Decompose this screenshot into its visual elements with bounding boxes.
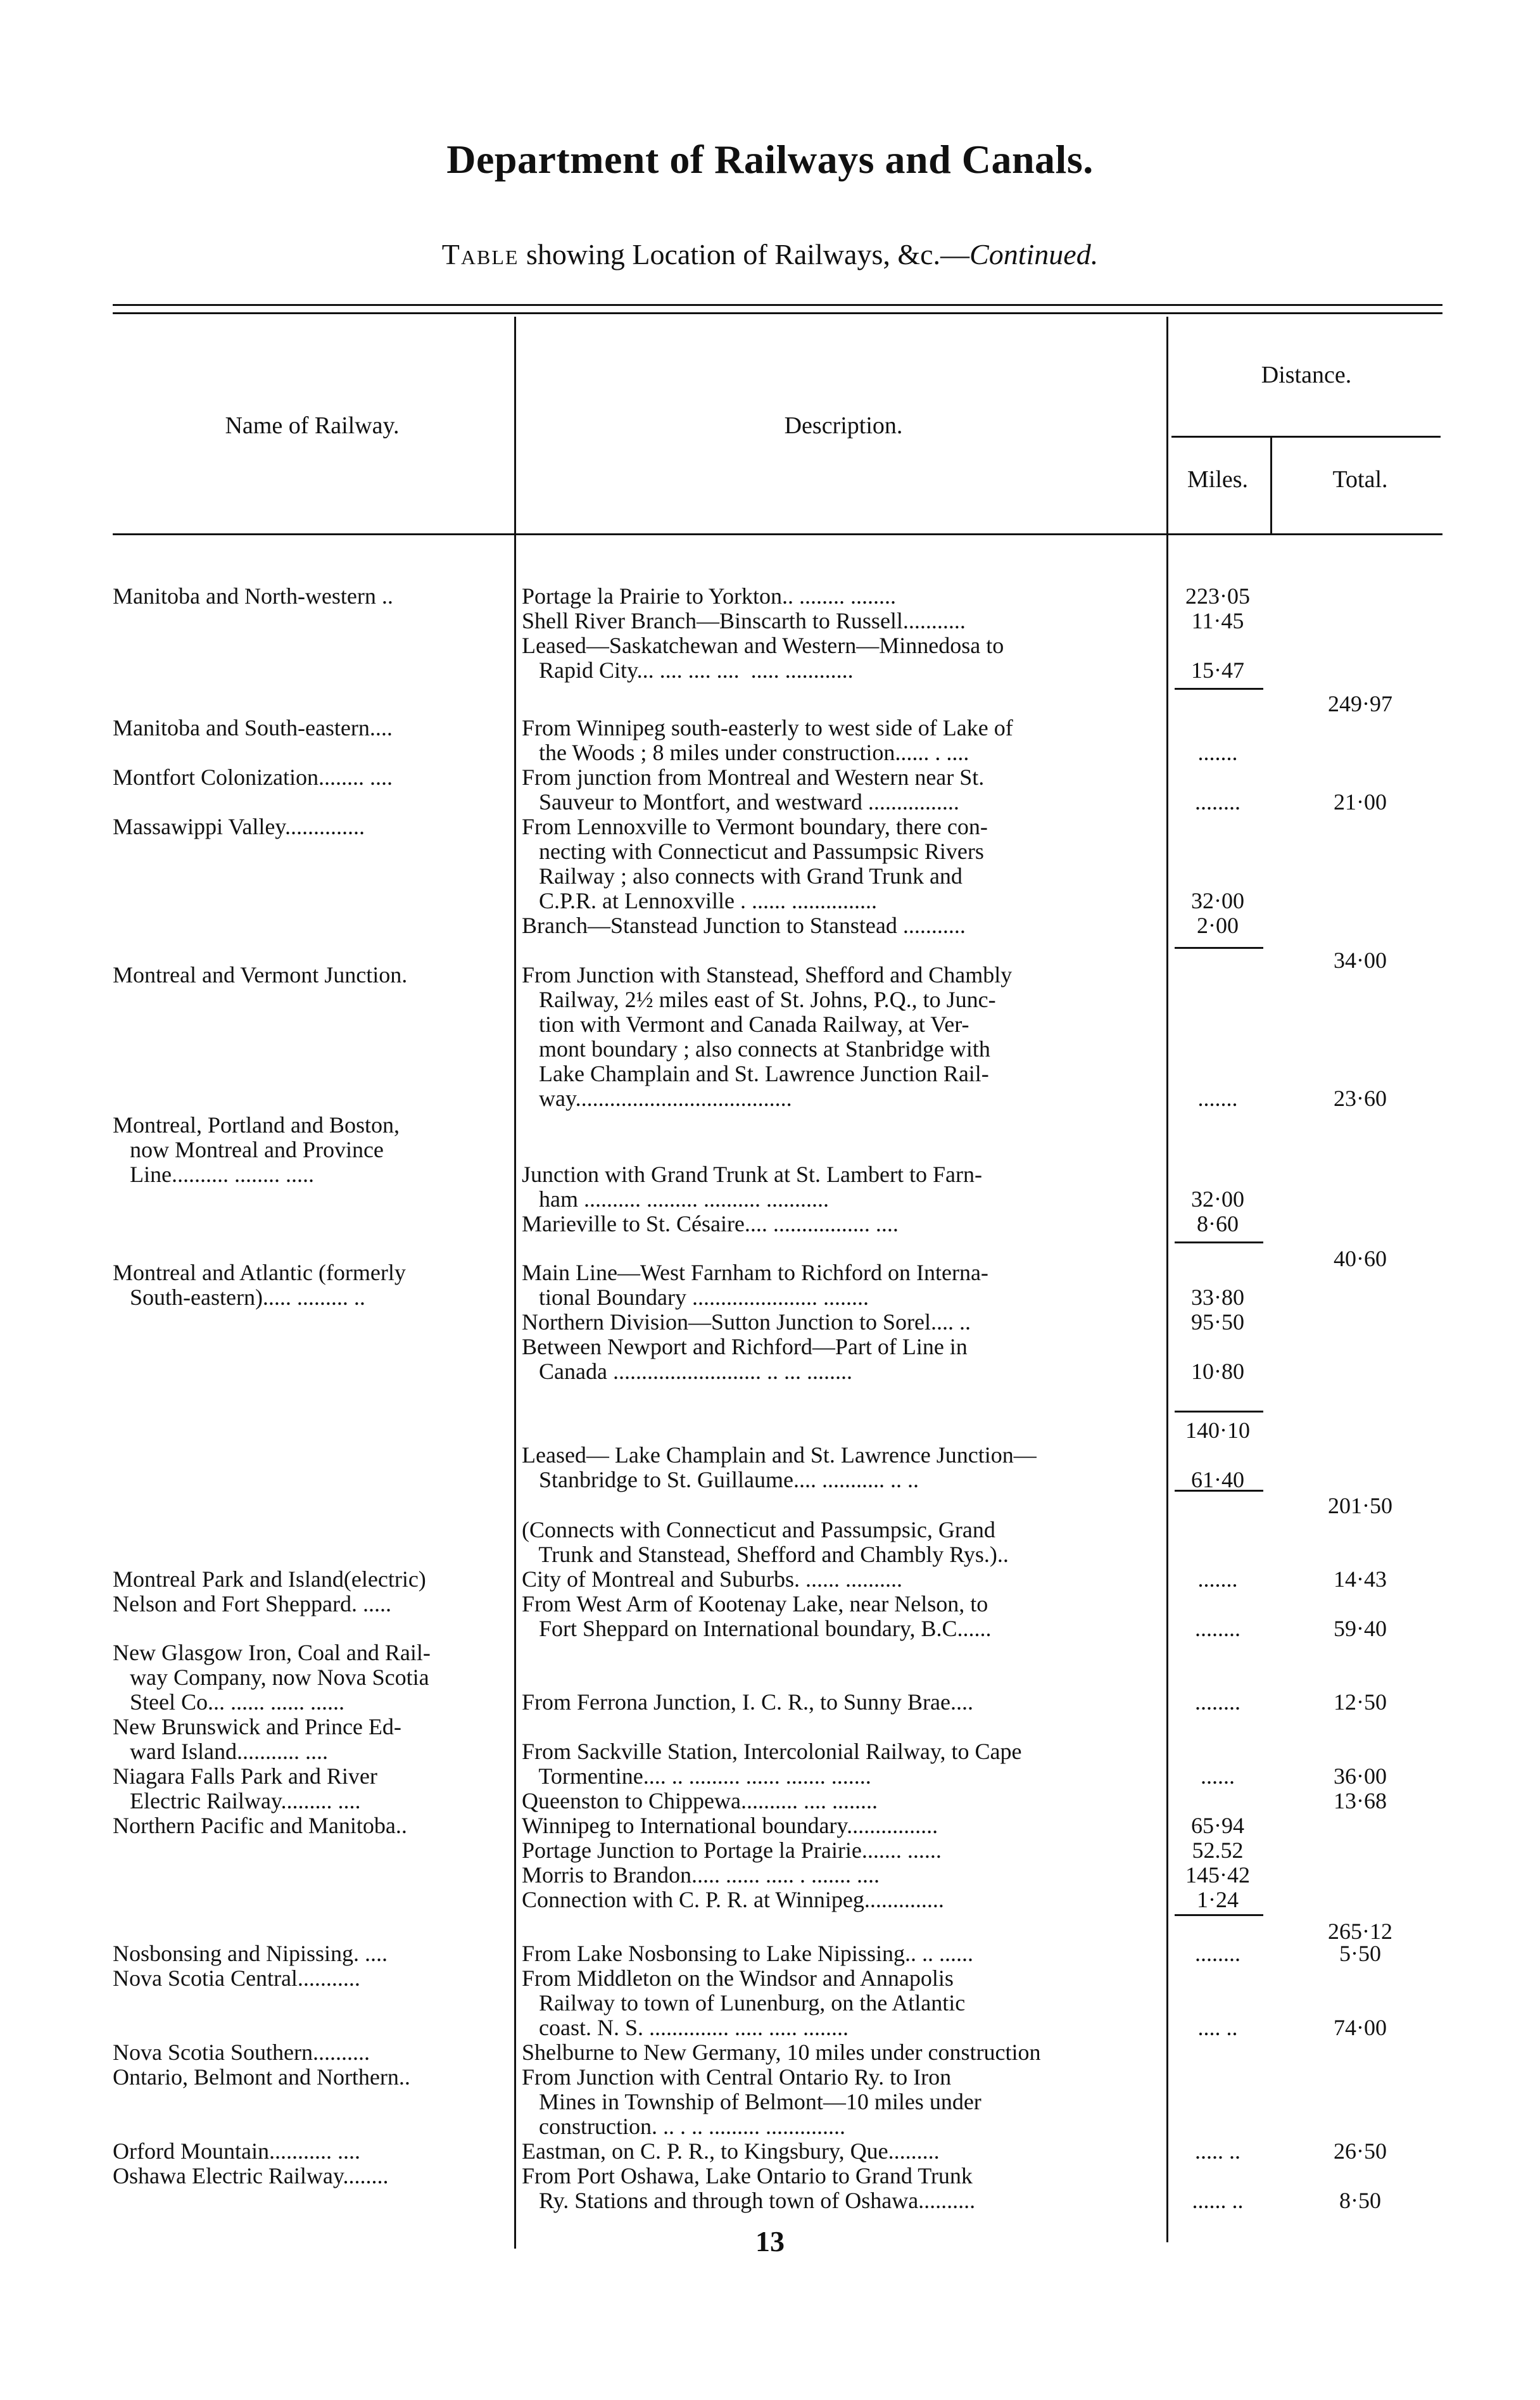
railway-description: Main Line—West Farnham to Richford on Interna- tional Boundary ...................... ........ Northern Division—Sutton Junction to Sorel.... .. Between Newport and Richford—Part of Line in Canada .......................... .. ... ........ [522, 1260, 988, 1384]
railway-miles: 223·05 11·45 15·47 [1185, 583, 1250, 683]
railway-miles: 140·10 [1185, 1418, 1250, 1443]
railway-total: 21·00 [1334, 789, 1387, 815]
column-header-total: Total. [1332, 466, 1388, 493]
column-divider-desc-miles [1166, 317, 1168, 2242]
distance-rule [1171, 436, 1441, 438]
railway-name: Niagara Falls Park and River Electric Railway......... .... Northern Pacific and Manitoba.. [113, 1763, 407, 1838]
railway-name: Montreal Park and Island(electric) Nelson and Fort Sheppard. ..... [113, 1566, 426, 1616]
railway-miles: 32·00 2·00 [1191, 888, 1244, 938]
railway-total: 23·60 [1334, 1086, 1387, 1111]
railway-total: 201·50 [1328, 1493, 1392, 1518]
railway-name: Montreal, Portland and Boston, now Montreal and Province Line.......... ........ ..... [113, 1112, 400, 1187]
railway-description: Tormentine.... .. ......... ...... ....... ....... Queenston to Chippewa.......... .... ........ Winnipeg to International boundary................ Portage Junction to Portage la Prairie....... ...... Morris to Brandon..... ...... ..... . ....... .... Connection with C. P. R. at Winnipeg.............. [522, 1763, 944, 1912]
railway-total: 14·43 59·40 [1334, 1566, 1387, 1641]
railway-name: Orford Mountain........... .... Oshawa Electric Railway........ [113, 2138, 389, 2188]
railway-name: Nosbonsing and Nipissing. .... Nova Scotia Central........... [113, 1941, 388, 1991]
railway-name: Montreal and Atlantic (formerly South-eastern)..... ......... .. [113, 1260, 406, 1310]
railway-miles: ....... [1197, 740, 1238, 765]
subtitle-text: showing Location of Railways, &c.— [519, 238, 970, 270]
railway-name: Nova Scotia Southern.......... Ontario, Belmont and Northern.. [113, 2040, 410, 2090]
column-header-distance: Distance. [1261, 362, 1352, 388]
railway-total: 36·00 13·68 [1334, 1763, 1387, 1813]
railway-description: From Lennoxville to Vermont boundary, there con- necting with Connecticut and Passumpsic Rivers Railway ; also connects with Grand Trunk and C.P.R. at Lennoxville . ...... ............... Branch—Stanstead Junction to Stanstead ........... [522, 814, 988, 938]
railway-description: From Ferrona Junction, I. C. R., to Sunny Brae.... [522, 1689, 973, 1715]
column-header-miles: Miles. [1187, 466, 1249, 493]
railway-description: From Junction with Stanstead, Shefford and Chambly Railway, 2½ miles east of St. Johns, P.Q., to Junc- tion with Vermont and Canada Railway, at Ver- mont boundary ; also connects at Stanbridge with Lake Champlain and St. Lawrence Junction Rail- way...................................... [522, 962, 1013, 1111]
railway-miles: 32·00 8·60 [1191, 1186, 1244, 1236]
subtotal-rule [1175, 947, 1263, 949]
railway-name: Massawippi Valley.............. [113, 814, 365, 839]
page-number: 13 [755, 2225, 785, 2257]
railway-description: Junction with Grand Trunk at St. Lambert to Farn- ham .......... ......... .......... ........... Marieville to St. Césaire.... ................. .... [522, 1162, 982, 1236]
railway-miles: ........ .... .. ..... .. ...... .. [1192, 1941, 1244, 2213]
subtotal-rule [1175, 688, 1263, 690]
railway-miles: ........ [1195, 789, 1240, 815]
railway-total: 249·97 [1328, 691, 1392, 716]
header-bottom-rule [113, 533, 1442, 535]
railway-name: New Glasgow Iron, Coal and Rail- way Company, now Nova Scotia Steel Co... ...... ...... ...... [113, 1640, 431, 1715]
railway-name: Montreal and Vermont Junction. [113, 962, 408, 987]
railway-description: From Winnipeg south-easterly to west side of Lake of the Woods ; 8 miles under construction...... . .... [522, 715, 1013, 765]
subtotal-rule [1175, 1411, 1263, 1413]
railway-name: Manitoba and North-western .. [113, 583, 393, 609]
railway-description: From junction from Montreal and Western near St. Sauveur to Montfort, and westward ................ [522, 765, 985, 815]
railway-total: 265·12 [1328, 1919, 1392, 1944]
table-top-rule [113, 304, 1442, 306]
railway-miles: ....... ........ [1195, 1566, 1240, 1641]
column-header-description: Description. [784, 412, 903, 439]
railway-description: From Lake Nosbonsing to Lake Nipissing.. .. ...... From Middleton on the Windsor and Annapolis Railway to town of Lunenburg, on the Atlantic coast. N. S. .............. ..... ..... ........ Shelburne to New Germany, 10 miles under construction From Junction with Central Ontario Ry. to Iron Mines in Township of Belmont—10 miles under construction. .. . .. ......... .............. Eastman, on C. P. R., to Kingsbury, Que......... From Port Oshawa, Lake Ontario to Grand Trunk Ry. Stations and through town of Oshawa.......... [522, 1941, 1041, 2213]
column-divider-miles-total [1270, 437, 1272, 535]
railway-description: (Connects with Connecticut and Passumpsic, Grand Trunk and Stanstead, Shefford and Chambly Rys.).. [522, 1517, 1009, 1567]
railway-total: 40·60 [1334, 1246, 1387, 1271]
railway-miles: ....... [1197, 1086, 1238, 1111]
subtitle-continued: Continued. [969, 238, 1099, 270]
column-divider-name-desc [514, 317, 516, 2249]
table-top-rule-inner [113, 312, 1442, 314]
railway-description: City of Montreal and Suburbs. ...... .......... From West Arm of Kootenay Lake, near Nelson, to Fort Sheppard on International boundary, B.C...... [522, 1566, 992, 1641]
page-title: Department of Railways and Canals. [446, 137, 1094, 182]
railway-total: 34·00 [1334, 948, 1387, 973]
column-header-name: Name of Railway. [225, 412, 400, 439]
railway-name: Manitoba and South-eastern.... [113, 715, 393, 740]
railway-description: From Sackville Station, Intercolonial Railway, to Cape [522, 1739, 1022, 1764]
railway-name: Montfort Colonization........ .... [113, 765, 393, 790]
railway-total: 5·50 74·00 26·50 8·50 [1334, 1941, 1387, 2213]
railway-miles: ...... 65·94 52.52 145·42 1·24 [1185, 1763, 1250, 1912]
railway-total: 12·50 [1334, 1689, 1387, 1715]
railway-miles: ........ [1195, 1689, 1240, 1715]
railway-miles: 33·80 95·50 10·80 [1191, 1285, 1244, 1384]
railway-description: Portage la Prairie to Yorkton.. ........ ........ Shell River Branch—Binscarth to Russell........... Leased—Saskatchewan and Western—Minnedosa to Rapid City... .... .... .... ..... ............ [522, 583, 1004, 683]
subtotal-rule [1175, 1241, 1263, 1243]
railway-description: Leased— Lake Champlain and St. Lawrence Junction— Stanbridge to St. Guillaume.... ........... .. .. [522, 1442, 1037, 1492]
railway-name: New Brunswick and Prince Ed- ward Island........... .... [113, 1714, 401, 1764]
subtitle-table-word: Table [441, 238, 519, 270]
railway-miles: 61·40 [1191, 1467, 1244, 1492]
subtotal-rule [1175, 1914, 1263, 1916]
page-subtitle [0, 238, 1540, 271]
